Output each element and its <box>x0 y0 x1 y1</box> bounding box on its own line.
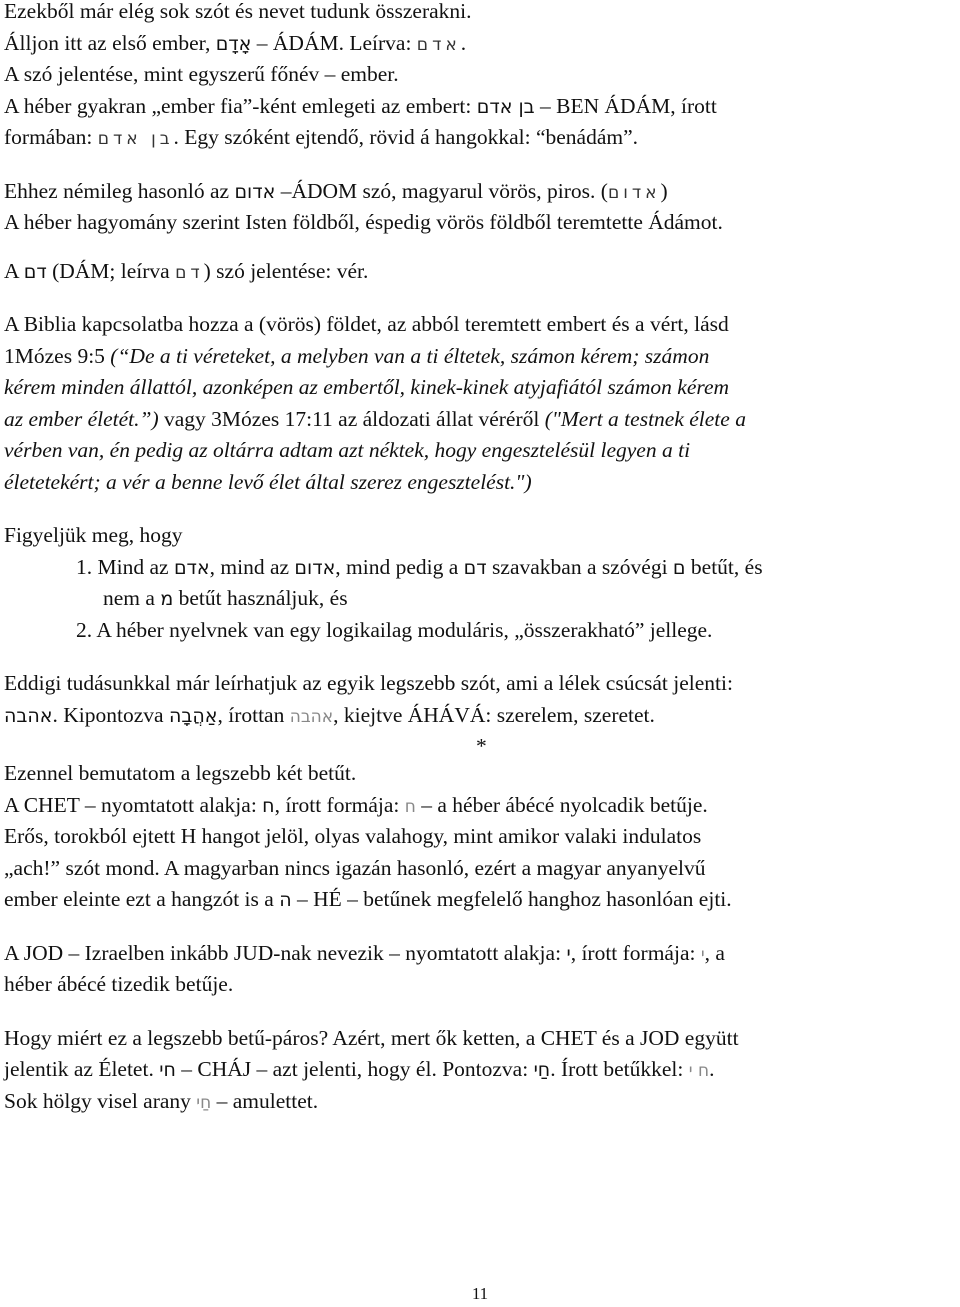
hebrew-word: אדם <box>173 556 210 579</box>
text: . Egy szóként ejtendő, rövid á hangokkal: “benádám”. <box>173 125 639 149</box>
hebrew-written-letter: י <box>700 944 705 965</box>
text-line <box>4 853 956 885</box>
hebrew-written-word: אדם <box>416 34 461 55</box>
list-number: 1. <box>76 554 93 579</box>
text-line <box>4 467 956 499</box>
text-line <box>4 1054 956 1086</box>
text: formában: <box>4 125 98 149</box>
hebrew-written-word: בן אדם <box>97 129 174 149</box>
hebrew-word-pointed: חַי <box>533 1059 551 1081</box>
text: Ezekből már elég sok szót és nevet tudunk összerakni. <box>4 0 472 23</box>
text-line <box>4 938 956 970</box>
text-line <box>4 91 956 123</box>
list-item <box>4 615 956 647</box>
text: Eddigi tudásunkkal már leírhatjuk az egyik legszebb szót, ami a lélek csúcsát jelenti: <box>4 671 733 695</box>
text: Mind az <box>92 554 174 579</box>
bible-quote: kérem minden állattól, azonképen az embertől, kinek-kinek atyjafiától számon kérem <box>4 375 730 399</box>
list-item <box>4 552 956 584</box>
bible-quote: ("Mert a testnek élete a <box>544 406 746 431</box>
text: A héber nyelvnek van egy logikailag moduláris, „összerakható” jellege. <box>92 617 713 642</box>
text-line <box>4 1086 956 1118</box>
hebrew-letter: י <box>566 942 571 965</box>
text: A héber hagyomány szerint Isten földből, éspedig vörös földből teremtette Ádámot. <box>4 210 723 234</box>
text-line <box>4 207 956 239</box>
text: Ezennel bemutatom a legszebb két betűt. <box>4 761 357 785</box>
paragraph-gap <box>4 916 956 938</box>
text: ) szó jelentése: vér. <box>203 258 369 283</box>
text: . Írott betűkkel: <box>550 1057 689 1081</box>
hebrew-written-letter: ח <box>404 796 416 817</box>
text: 1Mózes 9:5 <box>4 343 111 368</box>
text-line <box>4 435 956 467</box>
paragraph-gap <box>4 1001 956 1023</box>
page-number <box>0 1284 960 1304</box>
text: . <box>709 1057 715 1081</box>
text: ember eleinte ezt a hangzót is a <box>4 887 280 911</box>
hebrew-word-pointed: אַהֲבָה <box>168 704 218 727</box>
list-number: 2. <box>76 617 93 642</box>
section-separator <box>4 731 956 758</box>
text: –ÁDOM szó, magyarul vörös, piros. ( <box>275 178 608 203</box>
text-line <box>4 28 956 60</box>
hebrew-word: בן אדם <box>476 95 535 118</box>
hebrew-word: אהבה <box>4 704 53 727</box>
text-line <box>4 372 956 404</box>
text: szavakban a szóvégi <box>486 554 673 579</box>
text: , mind pedig a <box>335 554 464 579</box>
text: (DÁM; leírva <box>46 258 176 283</box>
hebrew-written-word: ח י <box>688 1061 710 1081</box>
text: , írott formája: <box>274 792 405 817</box>
hebrew-word: דם <box>23 260 47 283</box>
bible-quote: vérben van, én pedig az oltárra adtam azt néktek, hogy engesztelésül legyen a ti <box>4 438 691 462</box>
hebrew-letter: מ <box>160 588 174 610</box>
asterisk: * <box>476 734 487 758</box>
bible-quote: az ember életét.”) <box>4 406 159 431</box>
text: – a héber ábécé nyolcadik betűje. <box>415 792 708 817</box>
hebrew-word: אדום <box>294 556 336 579</box>
text-line <box>4 256 956 288</box>
text: A JOD – Izraelben inkább JUD-nak nevezik – nyomtatott alakja: <box>4 940 567 965</box>
text: héber ábécé tizedik betűje. <box>4 972 234 996</box>
list-item-continuation <box>4 583 956 615</box>
text-line <box>4 821 956 853</box>
hebrew-written-word: דם <box>175 262 204 283</box>
page-number-text: 11 <box>471 1284 489 1303</box>
text: jelentik az Életet. <box>4 1057 160 1081</box>
hebrew-letter: ה <box>279 889 292 911</box>
text: vagy 3Mózes 17:11 az áldozati állat véréről <box>158 406 545 431</box>
text-line <box>4 758 956 790</box>
text-line <box>4 969 956 1001</box>
text: , írott formája: <box>570 940 701 965</box>
text-line <box>4 1023 956 1055</box>
text: , mind az <box>209 554 295 579</box>
bible-quote: életetekért; a vér a benne levő élet által szerez engesztelést.") <box>4 469 532 494</box>
text-line <box>4 59 956 91</box>
text: – CHÁJ – azt jelenti, hogy él. Pontozva: <box>175 1057 534 1081</box>
paragraph-gap <box>4 646 956 668</box>
text: Sok hölgy visel arany <box>4 1088 197 1113</box>
hebrew-letter: ם <box>672 556 686 579</box>
paragraph-gap <box>4 287 956 309</box>
text: Erős, torokból ejtett H hangot jelöl, olyas valahogy, mint amikor valaki indulatos <box>4 824 702 848</box>
text-line <box>4 790 956 822</box>
text: A héber gyakran „ember fia”-ként emlegeti az embert: <box>4 93 477 118</box>
list-title <box>4 520 956 552</box>
text-line <box>4 668 956 700</box>
text: Hogy miért ez a legszebb betű-páros? Azért, mert ők ketten, a CHET és a JOD együtt <box>4 1025 739 1050</box>
text-line <box>4 884 956 916</box>
text: . Kipontozva <box>52 702 169 727</box>
document-page <box>4 0 956 1117</box>
text: , a <box>704 940 725 965</box>
hebrew-word: אדום <box>234 180 276 203</box>
hebrew-written-word: אהבה <box>289 706 334 727</box>
hebrew-written-word: חַי <box>196 1092 212 1113</box>
hebrew-word: דם <box>463 556 487 579</box>
text: – amulettet. <box>211 1088 319 1113</box>
bible-quote: (“De a ti véreteket, a melyben van a ti éltetek, számon kérem; számon <box>110 343 710 368</box>
text: A Biblia kapcsolatba hozza a (vörös) földet, az abból teremtett embert és a vért, lásd <box>4 312 729 336</box>
text-line <box>4 404 956 436</box>
hebrew-word: אָדָם <box>215 32 252 55</box>
paragraph-gap <box>4 154 956 176</box>
text: Álljon itt az első ember, <box>4 30 216 55</box>
text: Figyeljük meg, hogy <box>4 523 183 547</box>
text: . <box>460 30 467 55</box>
hebrew-letter: ח <box>262 794 275 817</box>
text-line <box>4 176 956 208</box>
text: – HÉ – betűnek megfelelő hanghoz hasonlóan ejti. <box>291 887 732 911</box>
text-line <box>4 309 956 341</box>
text: „ach!” szót mond. A magyarban nincs igazán hasonló, ezért a magyar anyanyelvű <box>4 855 706 880</box>
text-line <box>4 700 956 732</box>
text: A szó jelentése, mint egyszerű főnév – ember. <box>4 62 399 86</box>
text: betűt, és <box>685 554 763 579</box>
text-line <box>4 0 956 28</box>
text: Ehhez némileg hasonló az <box>4 178 235 203</box>
hebrew-written-word: אדום <box>607 182 661 203</box>
hebrew-word: חי <box>159 1059 176 1081</box>
paragraph-gap <box>4 239 956 256</box>
text: – ÁDÁM. Leírva: <box>251 30 417 55</box>
text: – BEN ÁDÁM, írott <box>534 93 717 118</box>
text: ) <box>660 178 668 203</box>
text-line <box>4 122 956 154</box>
text: A <box>4 258 24 283</box>
text: , kiejtve ÁHÁVÁ: szerelem, szeretet. <box>333 702 655 727</box>
text: betűt használjuk, és <box>173 586 348 610</box>
text-line <box>4 341 956 373</box>
text: A CHET – nyomtatott alakja: <box>4 792 263 817</box>
paragraph-gap <box>4 498 956 520</box>
text: nem a <box>103 586 161 610</box>
text: , írottan <box>217 702 290 727</box>
